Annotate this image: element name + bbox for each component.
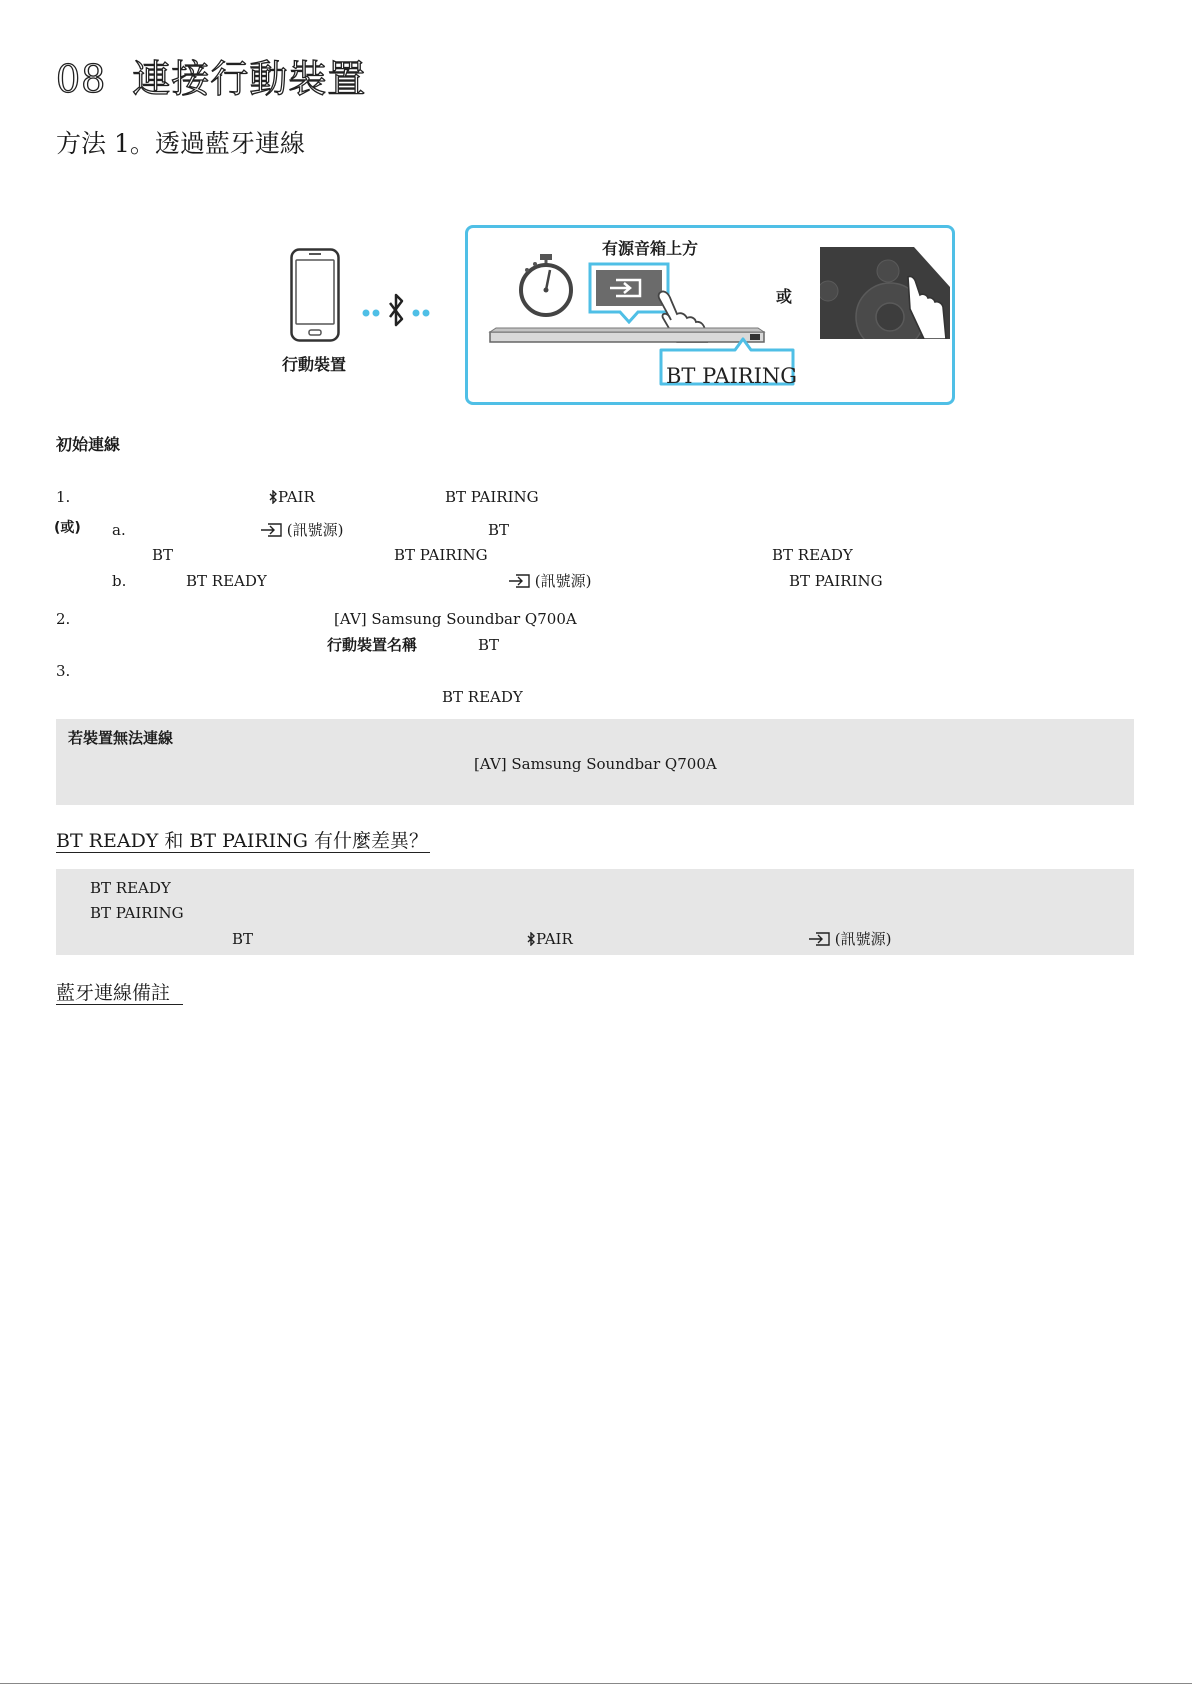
bt-text: BT: [152, 546, 174, 564]
source-label: (訊號源): [534, 572, 592, 590]
notes-heading: 藍牙連線備註: [56, 982, 171, 1004]
pair-label: PAIR: [536, 930, 573, 948]
pair-button-ref: [526, 930, 573, 948]
step-a-label: a.: [112, 521, 126, 539]
bluetooth-icon: [268, 490, 278, 504]
remote-control-image: [820, 247, 950, 339]
step-1-number: 1.: [56, 488, 71, 506]
note-device-name: [AV] Samsung Soundbar Q700A: [474, 755, 717, 773]
step-1: [56, 488, 1136, 506]
step-3-continued: [56, 688, 1136, 706]
bt-ready-text: BT READY: [772, 546, 853, 564]
bt-pairing-text: BT PAIRING: [445, 488, 539, 506]
stopwatch-icon: [515, 252, 577, 318]
initial-heading: 初始連線: [56, 435, 121, 454]
step-2-number: 2.: [56, 610, 71, 628]
step-3-number: 3.: [56, 662, 71, 680]
step-b-label: b.: [112, 572, 127, 590]
bluetooth-icon: [526, 932, 536, 946]
difference-heading-underline: [56, 852, 430, 853]
source-button-ref: [260, 521, 344, 539]
chapter-heading: 連接行動裝置: [132, 57, 367, 101]
source-icon: [508, 574, 530, 588]
or-text: (或): [54, 520, 81, 536]
footer-rule: [0, 1683, 1192, 1684]
device-name-text: [AV] Samsung Soundbar Q700A: [334, 610, 577, 628]
step-b: [56, 572, 1136, 590]
method-title: 方法 1。透過藍牙連線: [56, 129, 305, 158]
pair-button-ref: [268, 488, 315, 506]
bt-ready-text: BT READY: [442, 688, 523, 706]
source-icon: [808, 932, 830, 946]
mobile-name-label: 行動裝置名稱: [327, 636, 418, 654]
chapter-title: [56, 48, 366, 103]
step-a-continued: [56, 546, 1136, 564]
top-label: 有源音箱上方: [602, 239, 699, 258]
difference-heading: BT READY 和 BT PAIRING 有什麼差異？: [56, 830, 429, 852]
notes-heading-underline: [56, 1004, 183, 1005]
bt-pairing-text: BT PAIRING: [394, 546, 488, 564]
bt-text: BT: [488, 521, 510, 539]
bt-pairing-item: BT PAIRING: [90, 904, 184, 922]
source-label: (訊號源): [286, 521, 344, 539]
step-2-continued: [56, 636, 1136, 654]
pairing-illustration: [0, 200, 1192, 415]
source-button-ref: [808, 930, 892, 948]
troubleshoot-note: [56, 719, 1134, 805]
mobile-device-icon: [290, 248, 340, 342]
bluetooth-icon: [360, 292, 432, 328]
pair-label: PAIR: [278, 488, 315, 506]
or-label: 或: [776, 287, 793, 306]
step-3: [56, 662, 1136, 680]
bt-ready-item: BT READY: [90, 879, 171, 897]
source-icon: [260, 523, 282, 537]
step-a: [56, 521, 1136, 539]
difference-box: [56, 869, 1134, 955]
device-label: 行動裝置: [282, 355, 347, 374]
note-heading: 若裝置無法連線: [68, 729, 174, 747]
source-label: (訊號源): [834, 930, 892, 948]
bt-text: BT: [232, 930, 254, 948]
bt-ready-text: BT READY: [186, 572, 267, 590]
bt-pairing-text: BT PAIRING: [789, 572, 883, 590]
pairing-display-text: BT PAIRING: [666, 364, 798, 388]
source-button-ref: [508, 572, 592, 590]
chapter-number: 08: [56, 57, 107, 101]
bt-text: BT: [478, 636, 500, 654]
step-2: [56, 610, 1136, 628]
